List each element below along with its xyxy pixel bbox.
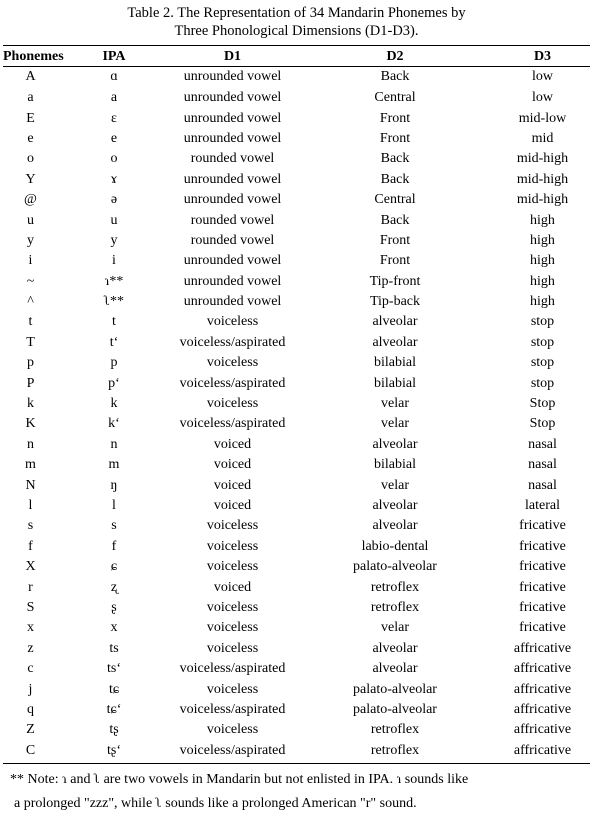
- table-row: [3, 394, 590, 414]
- cell-d3: fricative: [519, 559, 566, 575]
- cell-d1: voiceless/aspirated: [179, 661, 286, 677]
- cell-phoneme: t: [28, 314, 33, 330]
- table-row: [3, 659, 590, 679]
- cell-d3: low: [532, 90, 553, 106]
- cell-phoneme: s: [27, 518, 34, 534]
- cell-phoneme: u: [27, 212, 34, 228]
- cell-d1: unrounded vowel: [183, 253, 282, 269]
- cell-d2: Front: [379, 232, 411, 248]
- cell-phoneme: X: [25, 559, 36, 575]
- cell-ipa: tʂ: [109, 722, 119, 738]
- cell-d2: palato-alveolar: [353, 701, 437, 717]
- cell-d3: affricative: [513, 661, 572, 677]
- cell-d2: retroflex: [370, 599, 420, 615]
- cell-d1: voiceless: [206, 681, 259, 697]
- table-row: [3, 292, 590, 312]
- cell-phoneme: c: [27, 661, 34, 677]
- cell-phoneme: y: [27, 232, 34, 248]
- cell-ipa: ʂ: [111, 599, 117, 615]
- phoneme-table: [3, 47, 590, 761]
- cell-ipa: ts: [109, 640, 119, 656]
- cell-d3: mid-high: [516, 171, 569, 187]
- cell-ipa: pʻ: [108, 375, 120, 391]
- cell-d3: affricative: [513, 640, 572, 656]
- cell-d1: voiced: [213, 579, 252, 595]
- cell-d3: mid-low: [518, 110, 567, 126]
- cell-ipa: tɕ: [108, 681, 120, 697]
- cell-ipa: tɕʻ: [106, 701, 122, 717]
- header-phonemes: Phonemes: [3, 48, 64, 64]
- cell-d1: voiceless: [206, 722, 259, 738]
- cell-ipa: u: [110, 212, 118, 228]
- cell-phoneme: j: [28, 681, 33, 697]
- cell-phoneme: r: [28, 579, 33, 595]
- cell-d3: Stop: [529, 396, 556, 412]
- cell-phoneme: Y: [25, 171, 36, 187]
- cell-d1: voiceless: [206, 355, 259, 371]
- cell-d2: palato-alveolar: [353, 559, 437, 575]
- header-d2: D2: [386, 48, 404, 64]
- cell-d1: unrounded vowel: [183, 130, 282, 146]
- cell-phoneme: q: [27, 701, 34, 717]
- cell-ipa: i: [112, 253, 116, 269]
- table-row: [3, 272, 590, 292]
- cell-d3: affricative: [513, 681, 572, 697]
- cell-d3: fricative: [519, 579, 566, 595]
- cell-d2: Tip-back: [369, 294, 421, 310]
- cell-ipa: ʐ: [110, 579, 118, 595]
- table-row: [3, 251, 590, 271]
- table-row: [3, 679, 590, 699]
- table-row: [3, 170, 590, 190]
- cell-d1: voiceless: [206, 620, 259, 636]
- cell-ipa: ɕ: [110, 559, 118, 575]
- cell-ipa: ŋ: [110, 477, 118, 493]
- cell-d1: unrounded vowel: [183, 273, 282, 289]
- cell-ipa: p: [110, 355, 118, 371]
- table-row: [3, 741, 590, 761]
- caption-line-1: Table 2. The Representation of 34 Mandarin Phonemes by: [127, 5, 466, 21]
- cell-d1: unrounded vowel: [183, 69, 282, 84]
- cell-phoneme: Z: [26, 722, 35, 738]
- cell-d3: stop: [530, 314, 555, 330]
- table-row: [3, 373, 590, 393]
- cell-d1: voiceless/aspirated: [179, 742, 286, 758]
- cell-ipa: m: [108, 457, 120, 473]
- cell-d1: unrounded vowel: [183, 192, 282, 208]
- cell-phoneme: ~: [26, 273, 35, 289]
- cell-ipa: k: [110, 396, 118, 412]
- cell-d1: unrounded vowel: [183, 110, 282, 126]
- cell-d1: voiceless: [206, 599, 259, 615]
- cell-phoneme: N: [25, 477, 36, 493]
- table-row: [3, 435, 590, 455]
- footnote-line-2: a prolonged "zzz", while ʅ sounds like a prolonged American "r" sound.: [14, 796, 417, 811]
- cell-d1: unrounded vowel: [183, 90, 282, 106]
- table-row: [3, 414, 590, 434]
- cell-phoneme: m: [25, 457, 36, 473]
- cell-d2: labio-dental: [361, 538, 429, 554]
- cell-phoneme: A: [25, 69, 36, 84]
- cell-ipa: s: [111, 518, 117, 534]
- cell-phoneme: T: [26, 334, 35, 350]
- table-row: [3, 598, 590, 618]
- cell-phoneme: E: [26, 110, 35, 126]
- cell-ipa: ʅ**: [103, 294, 125, 310]
- cell-d3: fricative: [519, 538, 566, 554]
- cell-d2: Back: [380, 69, 410, 84]
- table-row: [3, 149, 590, 169]
- cell-d2: bilabial: [374, 355, 416, 371]
- cell-d2: alveolar: [372, 334, 418, 350]
- cell-phoneme: n: [27, 436, 34, 452]
- table-row: [3, 333, 590, 353]
- cell-phoneme: K: [25, 416, 36, 432]
- cell-ipa: ə: [110, 192, 118, 208]
- cell-d2: Back: [380, 151, 410, 167]
- header-d1: D1: [223, 48, 242, 64]
- cell-d3: mid-high: [516, 151, 569, 167]
- cell-ipa: o: [110, 151, 118, 167]
- cell-phoneme: e: [27, 130, 34, 146]
- cell-d3: nasal: [528, 477, 557, 493]
- cell-d2: palato-alveolar: [353, 681, 437, 697]
- cell-d1: voiceless/aspirated: [179, 416, 286, 432]
- cell-d3: fricative: [519, 620, 566, 636]
- table-row: [3, 618, 590, 638]
- cell-phoneme: C: [25, 742, 36, 758]
- cell-d1: rounded vowel: [190, 151, 275, 167]
- cell-d1: unrounded vowel: [183, 294, 282, 310]
- cell-d3: high: [530, 212, 555, 228]
- cell-d2: Front: [379, 253, 411, 269]
- cell-ipa: n: [110, 436, 118, 452]
- table-bottom-rule: [3, 763, 590, 764]
- table-row: [3, 720, 590, 740]
- cell-d3: nasal: [528, 436, 557, 452]
- cell-d1: rounded vowel: [190, 212, 275, 228]
- table-row: [3, 231, 590, 251]
- cell-d3: mid-high: [516, 192, 569, 208]
- cell-d2: Front: [379, 130, 411, 146]
- cell-d3: stop: [530, 355, 555, 371]
- cell-d3: affricative: [513, 701, 572, 717]
- cell-d2: alveolar: [372, 436, 418, 452]
- cell-phoneme: o: [27, 151, 34, 167]
- table-row: [3, 577, 590, 597]
- cell-d2: alveolar: [372, 518, 418, 534]
- cell-ipa: a: [110, 90, 118, 106]
- cell-ipa: ɿ**: [104, 273, 124, 289]
- cell-phoneme: a: [27, 90, 34, 106]
- cell-d2: velar: [381, 620, 409, 636]
- cell-ipa: x: [110, 620, 118, 636]
- cell-d2: Back: [380, 212, 410, 228]
- cell-d3: fricative: [519, 599, 566, 615]
- table-row: [3, 312, 590, 332]
- cell-d2: alveolar: [372, 314, 418, 330]
- cell-d2: Central: [374, 90, 416, 106]
- table-row: [3, 455, 590, 475]
- cell-d3: low: [532, 69, 553, 84]
- cell-phoneme: @: [24, 192, 37, 208]
- cell-phoneme: p: [27, 355, 34, 371]
- cell-d3: high: [530, 294, 555, 310]
- table-row: [3, 190, 590, 210]
- table-row: [3, 129, 590, 149]
- cell-d1: voiceless/aspirated: [179, 701, 286, 717]
- table-row: [3, 639, 590, 659]
- cell-d1: voiced: [213, 477, 252, 493]
- cell-d3: stop: [530, 334, 555, 350]
- cell-d1: voiceless: [206, 559, 259, 575]
- cell-d1: voiceless/aspirated: [179, 334, 286, 350]
- cell-d3: affricative: [513, 742, 572, 758]
- cell-ipa: ɑ: [110, 69, 118, 84]
- table-row: [3, 516, 590, 536]
- cell-d1: voiced: [213, 498, 252, 513]
- cell-d2: retroflex: [370, 722, 420, 738]
- footnote-line-1: ** Note: ɿ and ʅ are two vowels in Mandarin but not enlisted in IPA. ɿ sounds like: [10, 772, 469, 787]
- cell-ipa: y: [110, 232, 118, 248]
- cell-d3: high: [530, 232, 555, 248]
- cell-phoneme: k: [27, 396, 34, 412]
- table-caption: [0, 4, 593, 40]
- cell-d1: voiceless/aspirated: [179, 375, 286, 391]
- cell-d2: Central: [374, 192, 416, 208]
- cell-phoneme: ^: [27, 294, 34, 310]
- cell-d1: voiceless: [206, 640, 259, 656]
- cell-ipa: l: [112, 498, 116, 513]
- cell-ipa: tʻ: [109, 334, 119, 350]
- cell-d2: alveolar: [372, 498, 418, 513]
- cell-d1: voiceless: [206, 518, 259, 534]
- header-d3: D3: [533, 48, 552, 64]
- cell-ipa: f: [111, 538, 117, 554]
- cell-d3: lateral: [525, 498, 560, 513]
- cell-d2: retroflex: [370, 579, 420, 595]
- cell-phoneme: P: [26, 375, 35, 391]
- cell-d2: alveolar: [372, 640, 418, 656]
- cell-d2: Back: [380, 171, 410, 187]
- cell-d2: alveolar: [372, 661, 418, 677]
- cell-d3: high: [530, 273, 555, 289]
- cell-d3: Stop: [529, 416, 556, 432]
- cell-d1: voiceless: [206, 314, 259, 330]
- table-row: [3, 210, 590, 230]
- table-row: [3, 66, 590, 88]
- cell-d1: voiced: [213, 436, 252, 452]
- cell-ipa: kʻ: [108, 416, 120, 432]
- table-row: [3, 496, 590, 516]
- cell-phoneme: f: [28, 538, 33, 554]
- table-row: [3, 353, 590, 373]
- cell-ipa: tsʻ: [107, 661, 121, 677]
- cell-d1: voiceless: [206, 538, 259, 554]
- cell-d2: bilabial: [374, 375, 416, 391]
- table-row: [3, 537, 590, 557]
- cell-d3: stop: [530, 375, 555, 391]
- header-row: [3, 47, 590, 66]
- cell-d2: velar: [381, 477, 409, 493]
- table-row: [3, 557, 590, 577]
- cell-ipa: ɛ: [111, 110, 117, 126]
- cell-d3: high: [530, 253, 555, 269]
- cell-d3: affricative: [513, 722, 572, 738]
- cell-phoneme: x: [27, 620, 34, 636]
- footnote: [10, 768, 590, 816]
- cell-phoneme: z: [27, 640, 34, 656]
- cell-phoneme: l: [28, 498, 33, 513]
- cell-d2: Front: [379, 110, 411, 126]
- table-row: [3, 700, 590, 720]
- cell-d1: unrounded vowel: [183, 171, 282, 187]
- cell-ipa: ɤ: [110, 171, 118, 187]
- cell-d1: rounded vowel: [190, 232, 275, 248]
- header-ipa: IPA: [102, 48, 126, 64]
- cell-ipa: tʂʻ: [107, 742, 121, 758]
- cell-d2: Tip-front: [369, 273, 421, 289]
- table-top-rule: [3, 45, 590, 46]
- cell-phoneme: i: [28, 253, 33, 269]
- cell-ipa: e: [110, 130, 118, 146]
- cell-d2: velar: [381, 416, 409, 432]
- table-row: [3, 475, 590, 495]
- cell-d3: fricative: [519, 518, 566, 534]
- table-row: [3, 88, 590, 108]
- cell-d3: mid: [531, 130, 554, 146]
- caption-line-2: Three Phonological Dimensions (D1-D3).: [174, 23, 419, 39]
- cell-d2: velar: [381, 396, 409, 412]
- cell-d1: voiced: [213, 457, 252, 473]
- cell-d1: voiceless: [206, 396, 259, 412]
- cell-d2: retroflex: [370, 742, 420, 758]
- table-body: [3, 66, 590, 761]
- cell-ipa: t: [112, 314, 116, 330]
- cell-d3: nasal: [528, 457, 557, 473]
- cell-d2: bilabial: [374, 457, 416, 473]
- table-row: [3, 108, 590, 128]
- cell-phoneme: S: [26, 599, 35, 615]
